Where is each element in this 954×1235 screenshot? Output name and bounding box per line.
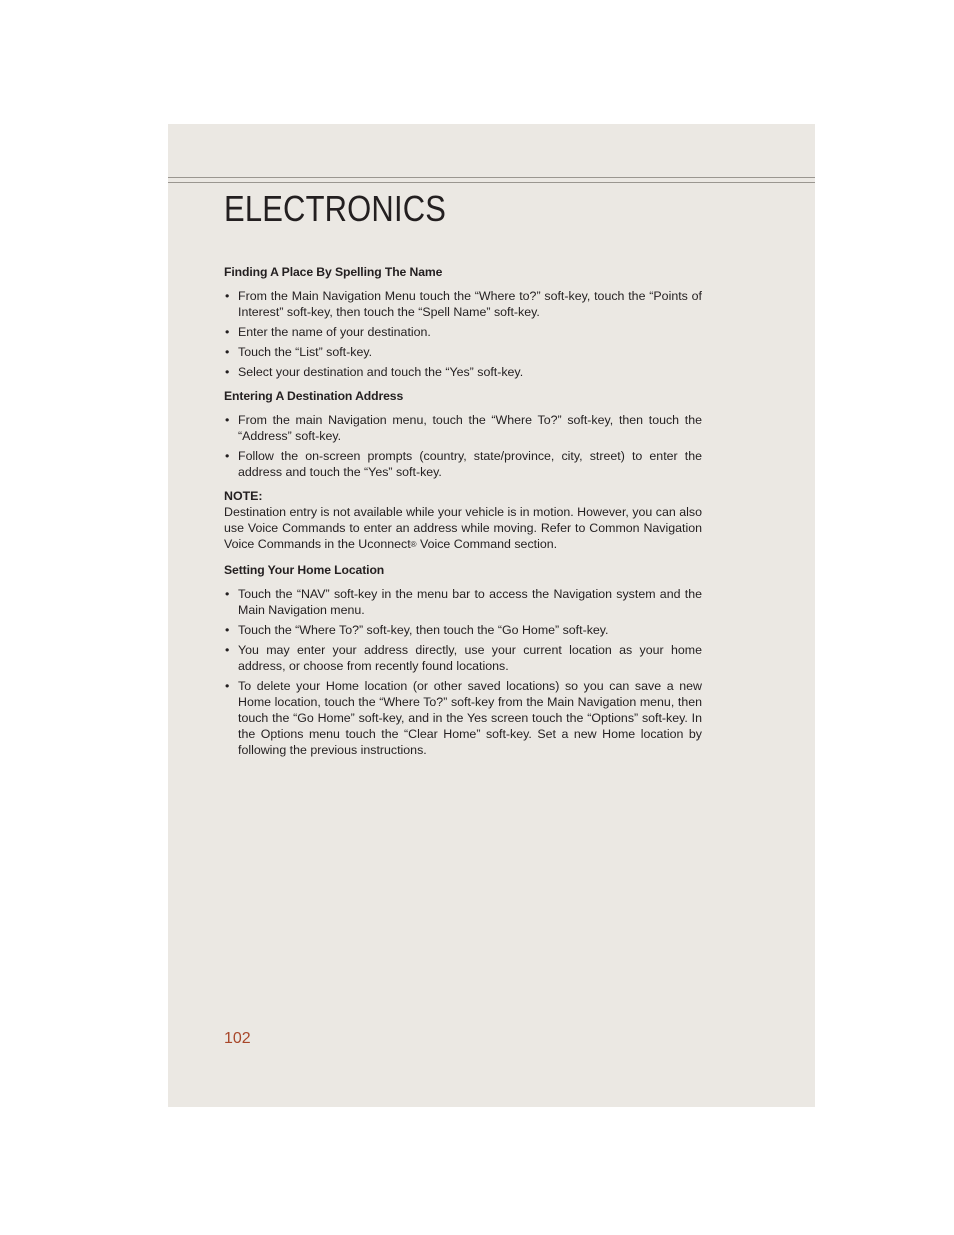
note-label: NOTE: <box>224 489 263 503</box>
bullet-mark: • <box>225 345 230 359</box>
bullet-mark: • <box>225 289 230 303</box>
list-item: • From the Main Navigation Menu touch the “Where to?” soft-key, touch the “Points of Interest” soft-key, then touch the “Spell Name” soft-key. <box>225 289 702 319</box>
bullet-mark: • <box>225 587 230 601</box>
list-item: • Touch the “NAV” soft-key in the menu bar to access the Navigation system and the Main Navigation menu. <box>225 587 702 617</box>
header-rule-top <box>168 177 815 178</box>
registered-mark: ® <box>410 540 417 549</box>
bullet-mark: • <box>225 623 230 637</box>
header-rule-bottom <box>168 182 815 183</box>
heading-destination-address: Entering A Destination Address <box>224 389 404 403</box>
list-item: • You may enter your address directly, use your current location as your home address, or choose from recently found locations. <box>225 643 702 673</box>
list-item: • From the main Navigation menu, touch the “Where To?” soft-key, then touch the “Address” soft-key. <box>225 413 702 443</box>
note-text: Destination entry is not available while your vehicle is in motion. However, you can also use Voice Commands to enter an address while moving. Refer to Common Navigation Voice Commands in the Uconnect® Voice Command section. <box>224 505 702 551</box>
list-item: • Touch the “List” soft-key. <box>225 345 373 359</box>
heading-home-location: Setting Your Home Location <box>224 563 385 577</box>
section-title: ELECTRONICS <box>224 188 447 229</box>
list-item: • Follow the on-screen prompts (country, state/province, city, street) to enter the address and touch the “Yes” soft-key. <box>225 449 702 479</box>
bullet-mark: • <box>225 643 230 657</box>
list-item: • Touch the “Where To?” soft-key, then touch the “Go Home” soft-key. <box>225 623 609 637</box>
bullet-mark: • <box>225 325 230 339</box>
bullet-mark: • <box>225 365 230 379</box>
list-item: • Select your destination and touch the “Yes” soft-key. <box>225 365 524 379</box>
page-number: 102 <box>224 1030 251 1047</box>
list-item: • Enter the name of your destination. <box>225 325 431 339</box>
bullet-list-spell-name <box>224 288 702 380</box>
bullet-mark: • <box>225 679 230 693</box>
bullet-mark: • <box>225 449 230 463</box>
manual-page <box>168 124 815 1107</box>
bullet-mark: • <box>225 413 230 427</box>
heading-spell-name: Finding A Place By Spelling The Name <box>224 265 443 279</box>
bullet-list-home-location <box>224 586 702 758</box>
page-content <box>224 264 702 766</box>
bullet-list-destination-address <box>224 412 702 480</box>
list-item: • To delete your Home location (or other saved locations) so you can save a new Home location, touch the “Where To?” soft-key from the Main Navigation menu, then touch the “Go Home” soft-key, and in the Yes screen touch the “Options” soft-key. In the Options menu touch the “Clear Home” soft-key. Set a new Home location by following the previous instructions. <box>225 679 702 757</box>
